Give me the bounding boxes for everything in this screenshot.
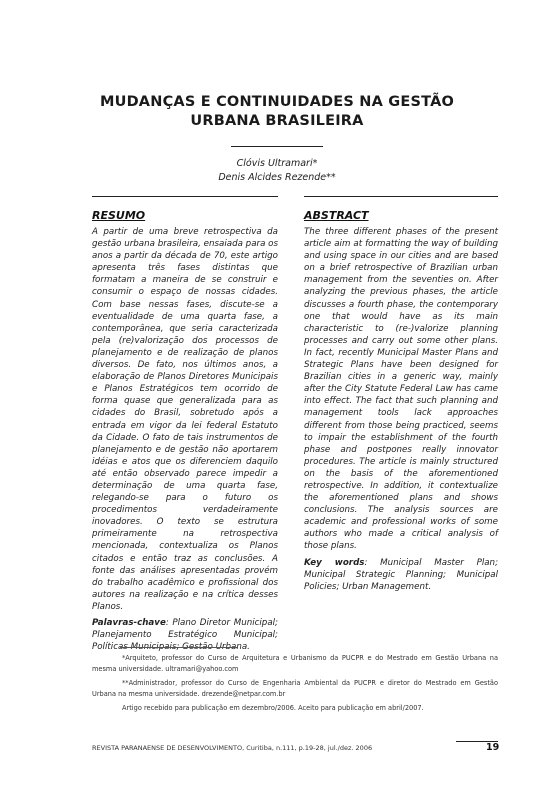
footnote-divider xyxy=(120,647,238,648)
page-number: 19 xyxy=(486,742,500,753)
resumo-heading: RESUMO xyxy=(92,209,146,222)
journal-footer: REVISTA PARANAENSE DE DESENVOLVIMENTO, Curitiba, n.111, p.19-28, jul./dez. 2006 xyxy=(92,744,373,752)
abstract-keywords-label: Key words xyxy=(304,557,365,568)
abstract-top-rule xyxy=(304,196,498,197)
resumo-body: A partir de uma breve retrospectiva da gestão urbana brasileira, ensaiada para os anos a partir da década de 70, este artigo apresenta três fases distintas que formatam a maneira de se construir e consumir o espaço de nossas cidades. Com base nessas fases, discute-se a eventualidade de uma quarta fase, a contemporânea, que seria caracterizada pela (re)valorização dos processos de planejamento e de realização de planos diversos. De fato, nos últimos anos, a elaboração de Planos Diretores Municipais e Planos Estratégicos tem ocorrido de forma quase que generalizada para as cidades do Brasil, sobretudo após a entrada em vigor da lei federal Estatuto da Cidade. O fato de tais instrumentos de planejamento e de gestão não aportarem idéias e atos que os diferenciem daquilo até então observado parece impedir a determinação de uma quarta fase, relegando-se para o futuro os procedimentos verdadeiramente inovadores. O texto se estrutura primeiramente na retrospectiva mencionada, contextualiza os Planos citados e então traz as conclusões. A fonte das análises apresentadas provém do trabalho acadêmico e profissional dos autores na realização e na crítica desses Planos. xyxy=(92,227,279,612)
resumo-top-rule xyxy=(92,196,278,197)
abstract-keywords xyxy=(304,557,498,593)
article-title xyxy=(0,93,554,131)
author-list xyxy=(0,157,554,184)
resumo-keywords-label: Palavras-chave xyxy=(92,618,166,628)
resumo-keywords-text: : Plano Diretor Municipal; Planejamento Estratégico Municipal; Políticas Municipais; Gestão Urbana. xyxy=(92,618,278,653)
footnote-3: Artigo recebido para publicação em dezembro/2006. Aceito para publicação em abril/2007. xyxy=(122,704,424,712)
title-line-2: URBANA BRASILEIRA xyxy=(190,113,364,129)
title-line-1: MUDANÇAS E CONTINUIDADES NA GESTÃO xyxy=(99,94,455,110)
footnote-2: **Administrador, professor do Curso de Engenharia Ambiental da PUCPR e diretor do Mestrado em Gestão Urbana na mesma universidade. drezende@netpar.com.br xyxy=(92,679,498,698)
abstract-keywords-text: : Municipal Master Plan; Municipal Strategic Planning; Municipal Policies; Urban Management. xyxy=(304,557,498,592)
author-1: Clóvis Ultramari* xyxy=(236,158,318,169)
resumo-column xyxy=(92,226,278,653)
title-divider xyxy=(231,146,323,147)
footnote-1: *Arquiteto, professor do Curso de Arquitetura e Urbanismo da PUCPR e do Mestrado em Gestão Urbana na mesma universidade. ultramari@yahoo.com xyxy=(92,654,498,673)
author-2: Denis Alcides Rezende** xyxy=(218,171,336,183)
abstract-heading: ABSTRACT xyxy=(304,209,369,222)
abstract-body: The three different phases of the present article aim at formatting the way of building and using space in our cities and are based on a brief retrospective of Brazilian urban management from the seventies on. After analyzing the previous phases, the article discusses a fourth phase, the contemporary one that would have as its main characteristic to (re-)valorize planning processes and carry out some other plans. In fact, recently Municipal Master Plans and Strategic Plans have been designed for Brazilian cities in a generic way, mainly after the City Statute Federal Law has came into effect. The fact that such planning and management tools lack approaches different from those being practiced, seems to impair the establishment of the fourth phase and postpones really innovator procedures. The article is mainly structured on the basis of the aforementioned retrospective. In addition, it contextualize the aforementioned plans and shows conclusions. The analysis sources are academic and professional works of some authors who made a critical analysis of those plans. xyxy=(304,227,498,552)
abstract-column xyxy=(304,226,498,593)
footnotes xyxy=(92,653,498,718)
